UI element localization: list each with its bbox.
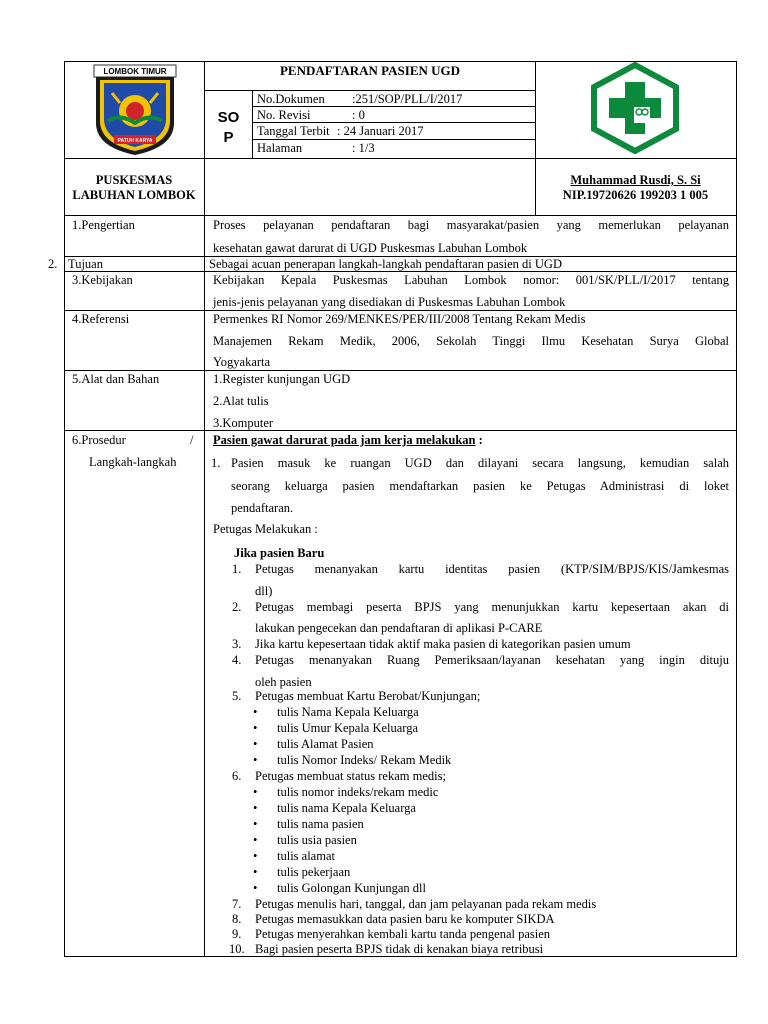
bullet-6-1: • tulis nomor indeks/rekam medic bbox=[277, 785, 438, 800]
substep-9-text: Petugas menyerahkan kembali kartu tanda pengenal pasien bbox=[255, 927, 551, 941]
bullet-5-3: • tulis Alamat Pasien bbox=[277, 737, 374, 752]
prosedur-heading bbox=[213, 433, 483, 448]
step1-text-3: pendaftaran. bbox=[231, 501, 294, 515]
sop-col-divider bbox=[252, 90, 253, 158]
sop-label-line2: P bbox=[223, 129, 234, 146]
substep-7-text: Petugas menulis hari, tanggal, dan jam pelayanan pada rekam medis bbox=[255, 897, 597, 911]
step1-number: 1. bbox=[211, 456, 221, 470]
meta-value-tanggal: : 24 Januari 2017 bbox=[337, 124, 424, 138]
substep-6-text: Petugas membuat status rekam medis; bbox=[255, 769, 446, 783]
jika-pasien-baru: Jika pasien Baru bbox=[234, 546, 325, 560]
puskesmas-logo bbox=[588, 62, 682, 154]
substep-4-text-1: Petugas menanyakan Ruang Pemeriksaan/layanan kesehatan yang ingin dituju bbox=[255, 653, 729, 667]
substep-10-text: Bagi pasien peserta BPJS tidak di kenakan biaya retribusi bbox=[255, 942, 544, 956]
bullet-6-6: • tulis pekerjaan bbox=[277, 865, 350, 880]
pengertian-text-2: kesehatan gawat darurat di UGD Puskesmas Labuhan Lombok bbox=[213, 241, 528, 255]
substep-6-number: 6. bbox=[232, 769, 242, 783]
lombok-timur-emblem bbox=[90, 63, 180, 157]
substep-9-number: 9. bbox=[232, 927, 242, 941]
petugas-label: Petugas Melakukan : bbox=[213, 522, 318, 536]
bullet-5-1: • tulis Nama Kepala Keluarga bbox=[277, 705, 419, 720]
label-prosedur: 6.Prosedur bbox=[72, 433, 126, 447]
org-name-line1: PUSKESMAS bbox=[95, 173, 173, 187]
substep-1-text-2: dll) bbox=[255, 584, 273, 598]
referensi-text-2: Manajemen Rekam Medik, 2006, Sekolah Tinggi Ilmu Kesehatan Surya Global bbox=[213, 334, 729, 348]
emblem-top-text: LOMBOK TIMUR bbox=[103, 67, 167, 76]
row-divider-referensi bbox=[64, 370, 737, 371]
sop-label bbox=[205, 108, 252, 148]
header-row-divider bbox=[64, 158, 737, 159]
substep-2-text-1: Petugas membagi peserta BPJS yang menunjukkan kartu kepesertaan akan di bbox=[255, 600, 729, 614]
sop-label-line1: SO bbox=[217, 109, 240, 126]
prosedur-heading-text: Pasien gawat darurat pada jam kerja melakukan bbox=[213, 433, 476, 447]
step1-text-1: Pasien masuk ke ruangan UGD dan dilayani secara langsung, kemudian salah bbox=[231, 456, 729, 470]
substep-4-text-2: oleh pasien bbox=[255, 675, 312, 689]
tujuan-text: Sebagai acuan penerapan langkah-langkah pendaftaran pasien di UGD bbox=[209, 257, 562, 271]
bullet-6-7: • tulis Golongan Kunjungan dll bbox=[277, 881, 426, 896]
label-prosedur-slash: / bbox=[190, 433, 194, 447]
pengertian-text-1: Proses pelayanan pendaftaran bagi masyarakat/pasien yang memerlukan pelayanan bbox=[213, 218, 729, 232]
meta-label-revisi: No. Revisi bbox=[257, 108, 311, 122]
header-bottom-divider bbox=[64, 215, 737, 216]
meta-row-divider-3 bbox=[252, 139, 536, 140]
org-name-line2: LABUHAN LOMBOK bbox=[72, 188, 196, 202]
table-col-divider bbox=[204, 61, 205, 957]
label-alat: 5.Alat dan Bahan bbox=[72, 372, 160, 386]
substep-7-number: 7. bbox=[232, 897, 242, 911]
meta-label-dokumen: No.Dokumen bbox=[257, 92, 325, 106]
emblem-bottom-text: PATUH KARYA bbox=[117, 138, 153, 144]
label-pengertian: 1.Pengertian bbox=[72, 218, 135, 232]
label-tujuan: Tujuan bbox=[68, 257, 103, 271]
label-kebijakan: 3.Kebijakan bbox=[72, 273, 133, 287]
kebijakan-text-2: jenis-jenis pelayanan yang disediakan di Puskesmas Labuhan Lombok bbox=[213, 295, 566, 309]
substep-8-text: Petugas memasukkan data pasien baru ke komputer SIKDA bbox=[255, 912, 555, 926]
substep-5-number: 5. bbox=[232, 689, 242, 703]
bullet-6-3: • tulis nama pasien bbox=[277, 817, 364, 832]
kebijakan-text-1: Kebijakan Kepala Puskesmas Labuhan Lombok nomor: 001/SK/PLL/I/2017 tentang bbox=[213, 273, 729, 287]
bullet-6-4: • tulis usia pasien bbox=[277, 833, 357, 848]
bullet-6-5: • tulis alamat bbox=[277, 849, 335, 864]
substep-3-text: Jika kartu kepesertaan tidak aktif maka pasien di kategorikan pasien umum bbox=[255, 637, 631, 651]
label-tujuan-number: 2. bbox=[48, 257, 58, 271]
referensi-text-1: Permenkes RI Nomor 269/MENKES/PER/III/2008 Tentang Rekam Medis bbox=[213, 312, 586, 326]
row-divider-kebijakan bbox=[64, 310, 737, 311]
meta-value-revisi: : 0 bbox=[352, 108, 365, 122]
substep-2-number: 2. bbox=[232, 600, 242, 614]
substep-5-text: Petugas membuat Kartu Berobat/Kunjungan; bbox=[255, 689, 481, 703]
meta-label-halaman: Halaman bbox=[257, 141, 303, 155]
meta-label-tanggal: Tanggal Terbit bbox=[257, 124, 330, 138]
table-border-right bbox=[736, 61, 737, 957]
meta-value-dokumen: :251/SOP/PLL/I/2017 bbox=[352, 92, 463, 106]
signer-name: Muhammad Rusdi, S. Si bbox=[570, 173, 701, 187]
substep-3-number: 3. bbox=[232, 637, 242, 651]
bullet-5-4: • tulis Nomor Indeks/ Rekam Medik bbox=[277, 753, 451, 768]
substep-1-text-1: Petugas menanyakan kartu identitas pasien (KTP/SIM/BPJS/KIS/Jamkesmas bbox=[255, 562, 729, 576]
prosedur-heading-colon: : bbox=[475, 433, 483, 447]
label-langkah: Langkah-langkah bbox=[89, 455, 177, 469]
substep-8-number: 8. bbox=[232, 912, 242, 926]
title-row-divider bbox=[204, 90, 536, 91]
step1-text-2: seorang keluarga pasien mendaftarkan pasien ke Petugas Administrasi di loket bbox=[231, 479, 729, 493]
label-referensi: 4.Referensi bbox=[72, 312, 130, 326]
alat-item-2: 2.Alat tulis bbox=[213, 394, 269, 408]
alat-item-3: 3.Komputer bbox=[213, 416, 274, 430]
bullet-6-2: • tulis nama Kepala Keluarga bbox=[277, 801, 416, 816]
bullet-5-2: • tulis Umur Kepala Keluarga bbox=[277, 721, 418, 736]
signer-nip: NIP.19720626 199203 1 005 bbox=[562, 188, 709, 202]
alat-item-1: 1.Register kunjungan UGD bbox=[213, 372, 351, 386]
meta-value-halaman: : 1/3 bbox=[352, 141, 375, 155]
substep-10-number: 10. bbox=[229, 942, 245, 956]
substep-2-text-2: lakukan pengecekan dan pendaftaran di aplikasi P-CARE bbox=[255, 621, 543, 635]
referensi-text-3: Yogyakarta bbox=[213, 355, 271, 369]
substep-4-number: 4. bbox=[232, 653, 242, 667]
document-title: PENDAFTARAN PASIEN UGD bbox=[279, 63, 461, 78]
row-divider-alat bbox=[64, 430, 737, 431]
substep-1-number: 1. bbox=[232, 562, 242, 576]
